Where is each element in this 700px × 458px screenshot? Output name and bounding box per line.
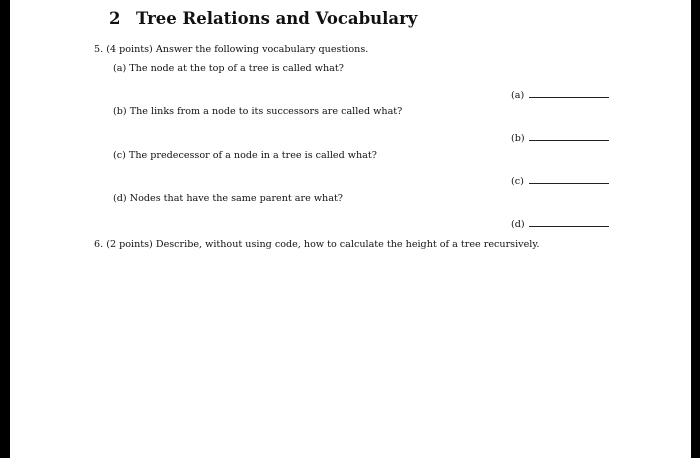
question-5d	[113, 193, 343, 204]
part-label: (c)	[113, 150, 126, 161]
section-number: 2	[109, 9, 121, 28]
part-text: The node at the top of a tree is called what?	[129, 63, 344, 74]
answer-label-d: (d)	[511, 219, 525, 230]
question-5-number: 5.	[94, 44, 104, 55]
answer-blank-d[interactable]	[529, 226, 609, 227]
part-label: (a)	[113, 63, 127, 74]
part-text: The links from a node to its successors are called what?	[129, 106, 403, 117]
section-title: Tree Relations and Vocabulary	[136, 9, 418, 28]
part-text: Nodes that have the same parent are what?	[129, 193, 343, 204]
answer-blank-c[interactable]	[529, 183, 609, 184]
question-6-number: 6.	[94, 239, 104, 250]
answer-label-c: (c)	[511, 176, 524, 187]
question-5	[94, 44, 368, 55]
part-label: (b)	[113, 106, 127, 117]
part-label: (d)	[113, 193, 127, 204]
answer-blank-b[interactable]	[529, 140, 609, 141]
question-6-points: (2 points)	[106, 239, 153, 250]
question-6	[94, 239, 540, 250]
question-5-points: (4 points)	[106, 44, 153, 55]
question-5c	[113, 150, 377, 161]
question-5b	[113, 106, 402, 117]
answer-blank-a[interactable]	[529, 97, 609, 98]
part-text: The predecessor of a node in a tree is called what?	[128, 150, 377, 161]
question-6-text: Describe, without using code, how to calculate the height of a tree recursively.	[155, 239, 540, 250]
question-5a	[113, 63, 344, 74]
document-page	[10, 0, 691, 458]
answer-label-b: (b)	[511, 133, 525, 144]
answer-label-a: (a)	[511, 90, 525, 101]
question-5-text: Answer the following vocabulary questions.	[155, 44, 369, 55]
